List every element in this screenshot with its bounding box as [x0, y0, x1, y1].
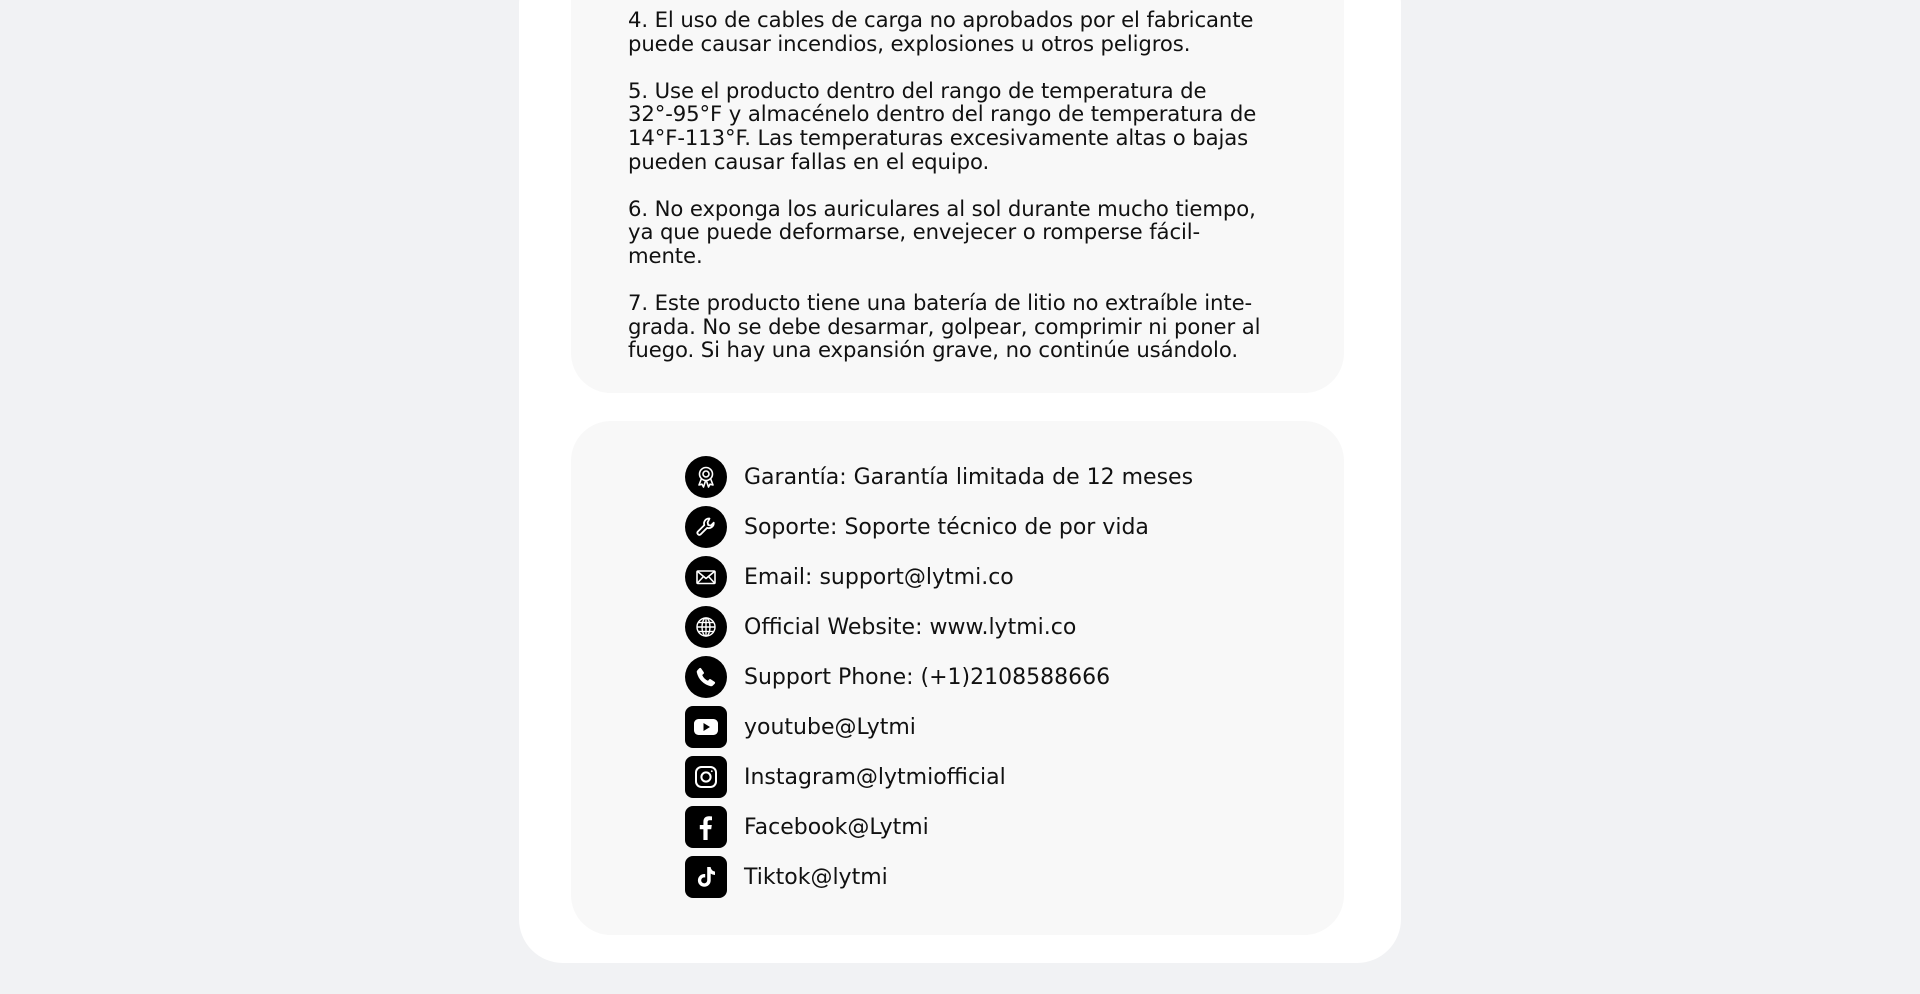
contact-label-youtube[interactable]: youtube@Lytmi: [744, 714, 916, 740]
warning-item-7: 7. Este producto tiene una batería de litio no extraíble inte- grada. No se debe desarmar, golpear, comprimir ni poner al fuego. Si hay una expansión grave, no continúe usándolo.: [628, 290, 1261, 363]
warning-item-5: 5. Use el producto dentro del rango de temperatura de 32°-95°F y almacénelo dentro del rango de temperatura de 14°F-113°F. Las temperaturas excesivamente altas o bajas pueden causar fallas en el equipo.: [628, 77, 1257, 174]
youtube-icon: [685, 706, 727, 748]
contact-label-email[interactable]: Email: support@lytmi.co: [744, 564, 1014, 590]
phone-icon: [685, 656, 727, 698]
contact-label-phone[interactable]: Support Phone: (+1)2108588666: [744, 664, 1111, 690]
contact-label-warranty: Garantía: Garantía limitada de 12 meses: [744, 464, 1194, 490]
contact-label-website[interactable]: Official Website: www.lytmi.co: [744, 614, 1077, 640]
contact-label-support: Soporte: Soporte técnico de por vida: [744, 514, 1149, 540]
contact-row-email[interactable]: [685, 552, 1193, 602]
warning-item-6: 6. No exponga los auriculares al sol durante mucho tiempo, ya que puede deformarse, envejecer o romperse fácil- mente.: [628, 195, 1256, 268]
contact-row-warranty: [685, 452, 1193, 502]
envelope-icon: [685, 556, 727, 598]
award-ribbon-icon: [685, 456, 727, 498]
contact-info-list: [685, 452, 1193, 902]
contact-row-website[interactable]: [685, 602, 1193, 652]
safety-warnings-list: [628, 8, 1308, 386]
wrench-icon: [685, 506, 727, 548]
contact-row-instagram[interactable]: [685, 752, 1193, 802]
tiktok-icon: [685, 856, 727, 898]
warning-item-4: 4. El uso de cables de carga no aprobados por el fabricante puede causar incendios, explosiones u otros peligros.: [628, 7, 1254, 56]
contact-label-facebook[interactable]: Facebook@Lytmi: [744, 814, 929, 840]
contact-label-tiktok[interactable]: Tiktok@lytmi: [744, 864, 888, 890]
instagram-icon: [685, 756, 727, 798]
contact-row-youtube[interactable]: [685, 702, 1193, 752]
contact-row-phone[interactable]: [685, 652, 1193, 702]
contact-row-tiktok[interactable]: [685, 852, 1193, 902]
facebook-icon: [685, 806, 727, 848]
contact-row-facebook[interactable]: [685, 802, 1193, 852]
globe-icon: [685, 606, 727, 648]
contact-row-support: [685, 502, 1193, 552]
contact-label-instagram[interactable]: Instagram@lytmiofficial: [744, 764, 1006, 790]
